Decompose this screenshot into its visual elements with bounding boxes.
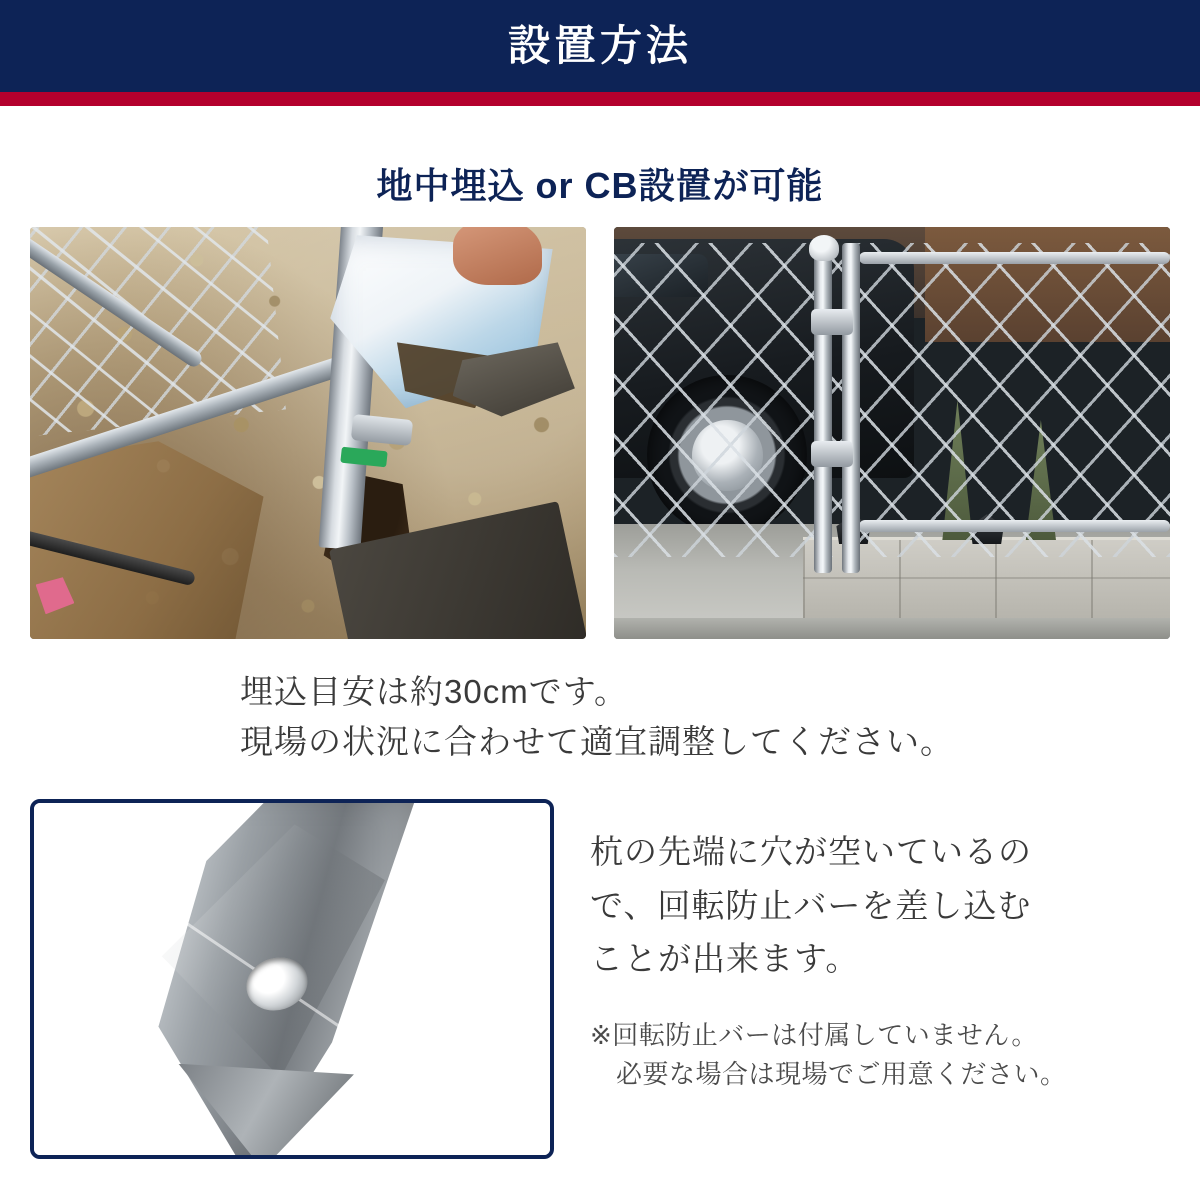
fence-top-rail (859, 252, 1170, 264)
fence-bottom-rail (859, 520, 1170, 532)
page-header (0, 0, 1200, 92)
page-title: 設置方法 (507, 22, 692, 69)
post-cap (809, 235, 839, 261)
gate-post-right (842, 243, 860, 573)
gate-post-left (814, 243, 832, 573)
photo-buried-post (30, 227, 586, 639)
lower-text-block (590, 799, 1170, 1093)
caption-line-2: 現場の状況に合わせて適宜調整してください。 (240, 723, 954, 761)
chain-link-mesh (614, 243, 1170, 556)
caption-line-1: 埋込目安は約30cmです。 (240, 673, 629, 710)
caption-block (30, 667, 1170, 767)
photo-row (30, 227, 1170, 639)
header-accent-bar (0, 92, 1200, 106)
lower-main-line-1: 杭の先端に穴が空いているの (590, 833, 1032, 871)
subtitle-container (0, 106, 1200, 227)
section-subtitle: 地中埋込 or CB設置が可能 (376, 165, 824, 206)
gate-hinge-lower (811, 441, 853, 467)
lower-main-line-2: で、回転防止バーを差し込む (590, 886, 1032, 924)
photo-stake-tip-closeup (30, 799, 554, 1159)
gate-hinge-upper (811, 309, 853, 335)
photo-gate-on-block-wall (614, 227, 1170, 639)
lower-main-line-3: ことが出来ます。 (590, 940, 860, 978)
note-line-2: 必要な場合は現場でご用意ください。 (616, 1058, 1067, 1089)
note-line-1: ※回転防止バーは付属していません。 (590, 1019, 1038, 1050)
worker-foot (453, 227, 542, 285)
kerb-edge (614, 618, 1170, 639)
lower-note-block (590, 1016, 1170, 1094)
lower-section (30, 799, 1170, 1159)
